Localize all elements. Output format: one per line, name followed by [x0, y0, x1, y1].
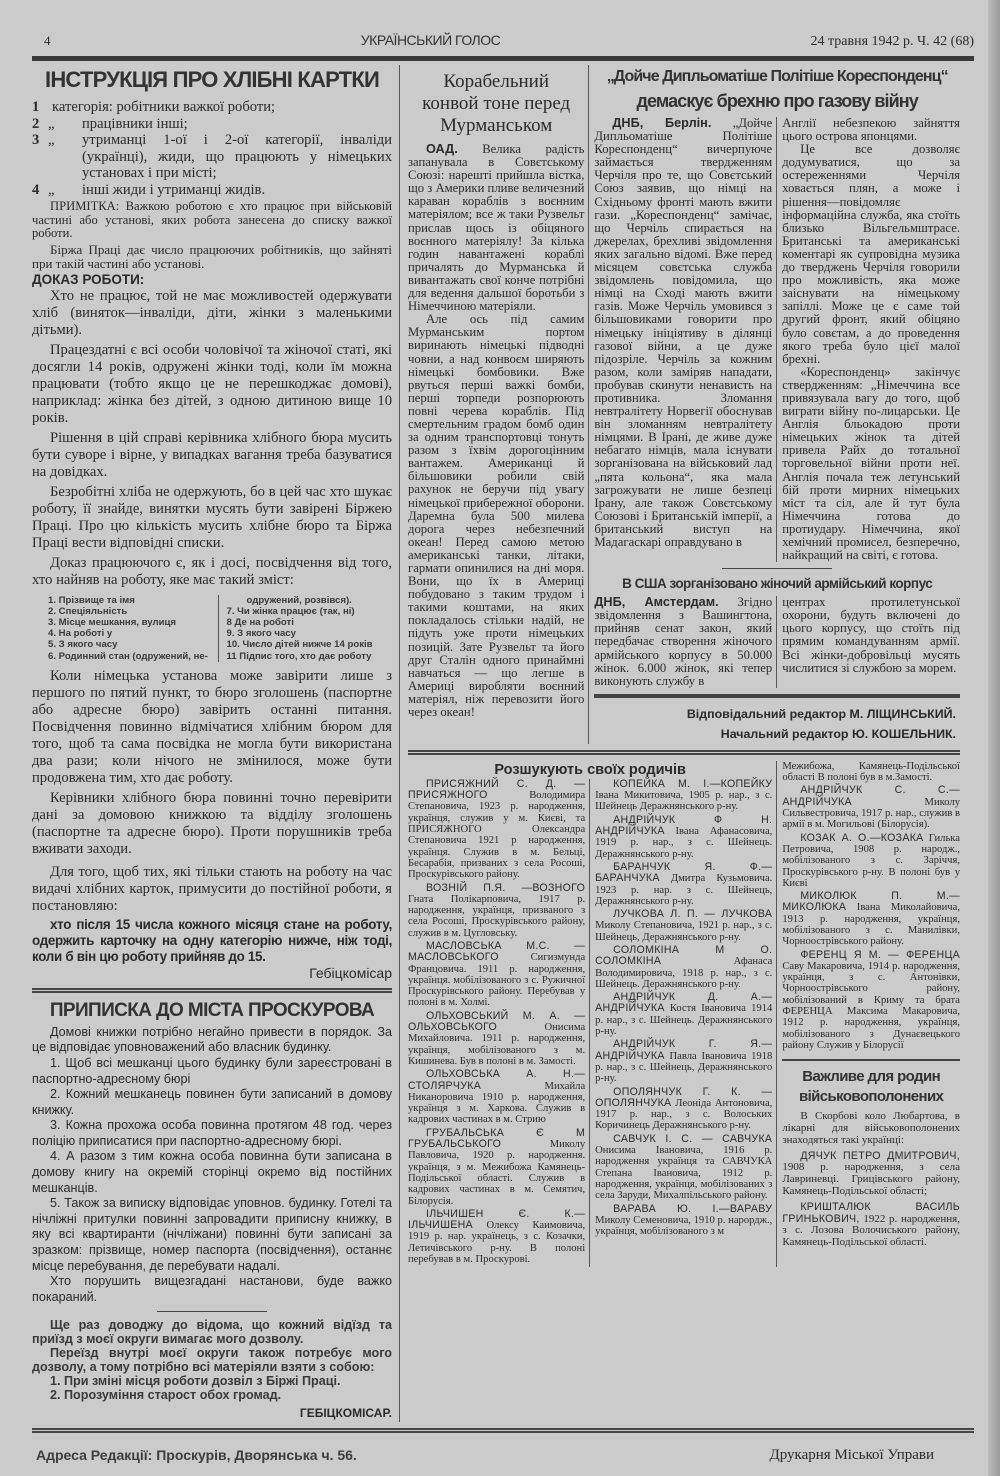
relative-details: Миколу Семеновича, 1910 р. нарордж., українця, мобілізованого з м: [595, 1214, 773, 1238]
pow-name: КРИШТАЛЮК ВАСИЛЬ ГРИНЬКОВИЧ,: [782, 1200, 960, 1225]
relative-name: МАСЛОВСЬКА М.С. —МАСЛОВСЬКОГО: [408, 940, 586, 964]
field-item: 11 Підпис того, хто дає роботу: [226, 650, 372, 662]
relatives-title: Розшукують своїх родичів: [494, 761, 686, 778]
relative-name: ОЛЬХОВСЬКА А. Н.—СТОЛЯРЧУКА: [408, 1068, 586, 1092]
category-text: інші жиди і утриманці жидів.: [82, 181, 266, 198]
short-rule: [722, 568, 832, 569]
relative-details: Онисима Михайловича. 1911 р. народження, українця, мобілізованого з м. Кишинева. Був в полоні в м. Замості.: [408, 1022, 586, 1067]
relative-name: АНДРІЙЧУК Г. Я.— АНДРІЙЧУКА: [595, 1038, 773, 1062]
paragraph: Хто порушить вищезгадані настанови, буде важко покараний.: [32, 1274, 392, 1304]
relative-entry: [408, 1128, 585, 1207]
pow-details: 1922 р. народження, з с. Лозова Волочиського району, Камянець-Подільської області.: [782, 1212, 960, 1249]
category-num: 3: [32, 132, 40, 148]
relative-details: Дмитра Кузьмовича. 1923 р. нар. з с. Шейнець, Деражнянського р-ну.: [595, 873, 773, 907]
paragraph: Працездатні є всі особи чоловічої та жіночої статі, які досягли 14 років, одружені жінки тоді, коли їм можна працювати (тобто якщо це не перешкоджає домові), наприклад: жінка без дітей, з одною дитиною вище 10 років.: [32, 341, 392, 426]
relative-entry-continued: Межибожа, Камянець-Подільської області В полоні був в м.Замості.: [782, 760, 960, 784]
relative-details: Гилька Петровича, 1908 р. народж., мобілізованого з с. Заріччя, Проскурівського р-ну. В полоні був у Києві: [782, 832, 960, 889]
relative-entry: [595, 1039, 772, 1084]
convoy-title-line: Мурманськом: [440, 115, 553, 136]
paragraph: Доказ працюючого є, як і досі, посвідчення від того, хто найняв на роботу, яке має такий зміст:: [32, 554, 392, 588]
field-item: 10. Число дітей нижче 14 років: [226, 639, 373, 651]
relative-entry: [408, 941, 585, 1009]
pow-body: [782, 1111, 960, 1249]
paragraph: Рішення в цій справі керівника хлібного бюра мусить бути суворе і вірне, у випадках вагання треба базуватися на довідках.: [32, 429, 392, 480]
paragraph: Це все дозволяє додумуватися, що за остереженнями Черчіля ховається плян, а може і рішення—повідомляє інформаційна служба, яка стоїть близько Вільгельмштрасе. Британські та американські коментарі як супровідна музика до тверджень Черчіля говорили про можливість, яка може заіснувати на німецькому запіллі. Може це є саме той другий фронт, який обіцяно було совєтам, а до проведення якого треба було цієї малої брехні.: [782, 142, 961, 366]
relative-name: ВОЗНІЙ П.Я. —ВОЗНОГО: [426, 881, 586, 894]
usa-title: В США зорганізовано жіночий армійський корпус: [622, 576, 933, 592]
relative-details: Михайла Никаноровича 1910 р. народження, українця з м. Харкова. Служив в кадрових частинах в м. Стрию: [408, 1080, 586, 1126]
relative-details: Сигизмунда Францовича. 1911 р. народження, українця. мобілізованого з с. Ружичної Проскурівського району. Перебував у полоні в м. Холмі.: [408, 952, 586, 1009]
usa-body: [594, 596, 960, 688]
relatives-col-1: [408, 779, 590, 1267]
relatives-col-2: [590, 779, 772, 1267]
printer: Друкарня Міської Управи: [769, 1447, 934, 1464]
gas-col-2: [777, 117, 960, 562]
convoy-title-line: Корабельний: [443, 71, 550, 92]
bread-signature: Гебіцкомісар: [309, 964, 392, 981]
pow-details: 1908 р. народження, з села Лавриневці. Грицівського району, Камянець-Подільської області;: [782, 1161, 960, 1198]
relative-details: Івана Микитовича, 1905 р. нар., з с. Шейнець Деражнянського р-ну.: [595, 790, 773, 813]
category-row: [32, 182, 392, 199]
gas-title-line: демаскує брехню про газову війну: [636, 91, 918, 111]
chief-editor: Начальний редактор Ю. КОШЕЛЬНИК.: [720, 726, 956, 741]
registration-body: [32, 1025, 392, 1306]
relative-details: Леоніда Антоновича, 1917 р. нар., з с. Волоських Коричинець Деражнянського р-ну.: [595, 1097, 773, 1132]
certificate-fields-right: [219, 595, 393, 662]
registration-item: 1. Щоб всі мешканці цього будинку були зареєстровані в паспортно-адресному бюрі: [32, 1055, 392, 1086]
relative-name: СОЛОМКІНА М О. СОЛОМКІНА: [595, 944, 773, 968]
relative-entry: [408, 779, 585, 881]
category-row: [32, 132, 392, 182]
relatives-section: [408, 761, 777, 1267]
section-rule: [782, 1059, 960, 1061]
relative-entry: [595, 945, 772, 990]
paragraph: „Дойче Дипльоматіше Політіше Кореспонденц“ вичерпуюче займається твердженням Черчіля про те, що Совєтський Союз заявив, що німці на Східньому фронті мають вжити гази. „Кореспонденц“ замічає, що Черчіль спирається на джерелах, брехливі звідомлення яких загально відомі. Вже перед місяцем совєтська служба звідомлень повідомила, що німці на Сході мають вжити газів. Може Черчіль умовився з більшовиками говорити про німецьку ініціятиву в ділянці газової війни, а це дуже підозріле. Черчіль за кожним разом, коли заміряв нападати, пробував скинути ненависть на противника. Зломання невтралітету Норвегії обоснував він зломанням невтралітету німцями. В Ірані, де живе дуже небагато німців, мала існувати зорганізована на військовий лад „пята кольона“, яка мала загрожувати не лише безпеці Ірану, але також Совєтському Союзові і Британській імперії, а британський виступ на Мадагаскарі оправдувано в: [594, 116, 773, 549]
relative-name: ПРИСЯЖНИЙ С. Д. —ПРИСЯЖНОГО: [408, 777, 586, 802]
registration-item: 2. Кожний мешканець повинен бути записаний в домову книжку.: [32, 1087, 392, 1117]
usa-col-2: [777, 596, 960, 688]
right-top: [408, 65, 960, 744]
relative-entry: [595, 1134, 772, 1202]
bread-categories: [32, 99, 392, 198]
convoy-column: [408, 65, 589, 744]
category-num: 4: [32, 181, 40, 198]
travel-body: [32, 1318, 392, 1402]
category-text: категорія: робітники важкої роботи;: [52, 99, 276, 115]
relative-name: БАРАНЧУК Я. Ф.—БАРАНЧУКА: [595, 860, 773, 885]
pow-intro: В Скорбові коло Любартова, в лікарні для військовополонених знаходяться такі українці:: [782, 1110, 960, 1146]
relative-entry: [595, 1087, 772, 1132]
paragraph: центрах протилетунської охорони, будуть включені до цього корпусу, що стоїть під прямим командуванням армії. Всі жінки-добровільці мусять числитися зі службою за морем.: [782, 595, 961, 675]
gas-title: [594, 65, 960, 113]
convoy-title: [408, 71, 584, 137]
certificate-fields-left: [48, 595, 219, 662]
relative-entry: [408, 883, 585, 939]
relative-details: Костя Івановича 1914 р. нар., з с. Шейнець. Деражнянського р-ну.: [595, 1003, 773, 1038]
category-num: 2: [32, 115, 40, 132]
left-column: [32, 65, 400, 1422]
category-text: утриманці 1-ої і 2-ої категорії, інваліди (українці), жиди, що працюють у німецьких установах і при місті;: [82, 132, 392, 181]
category-row: [32, 99, 392, 116]
relative-name: КОПЕЙКА М. І.—КОПЕЙКУ: [613, 777, 773, 790]
relative-details: Онисима Івановича, 1916 р. народження українця та САВЧУКА Степана Івановича, 1912 р. народження, українця, мобілізованих з села Заруди, Михалпільського району.: [595, 1145, 773, 1202]
relative-entry: [782, 950, 960, 1052]
paragraph: Англії небезпекою зайняття цього острова японцями.: [782, 116, 961, 144]
paragraph: Але ось під самим Мурманським портом виринають німецькі підводні човни, а над конвоєм ширяють німецькі бомбовики. Вже рвуться перші важкі бомби, перші торпеди розпорюють повні черева кораблів. Під смертельним градом бомб один за одним транспортовці тонуть разом з їхвім дорогоцінним вантажем. Американці й більшовики робили свій рахунок не беручи під увагу німецької прибережної оборони. Даремна була 500 милева дорога через небезпечний океан! Перед самою метою американські танки, літаки, гармати опинилися на дні моря. Вони, що їх в Америці побудовано з таким трудом і такими коштами, на яких покладалось стільки надій, не підуть уже проти німецьких позицій. Зате Рузвельт та його друг Сталін одного принаймні навчаться — що легше в Америці виробляти воєнний матеріял, ніж перевозити його через океан!: [408, 312, 585, 720]
responsible-editor: Відповідальний редактор М. ЛІЩИНСЬКИЙ.: [686, 706, 956, 721]
certificate-fields: [32, 595, 392, 662]
relative-name: АНДРІЙЧУК С. С.— АНДРІЙЧУКА: [782, 784, 960, 808]
category-num: 1: [32, 99, 40, 115]
relatives-body: [408, 779, 772, 1267]
relative-name: ЛУЧКОВА Л. П. — ЛУЧКОВА: [613, 908, 773, 921]
field-item: 2. Спеціяльність: [48, 605, 128, 617]
relative-name: АНДРІЙЧУК Д. А.— АНДРІЙЧУКА: [595, 991, 773, 1015]
convoy-body: [408, 143, 584, 719]
field-item: одружений, розвівся).: [246, 594, 352, 606]
registration-item: 5. Також за виписку відповідає уповнов. будинку. Готелі та нічліжні притулки повинні запровадити приписну книжку, в яку всі квартиранти (нічліжани) повинні бути записані за зразком: прізвище, номер паспорта (посвідчення), останнє місце перебування, де перебувати надалі.: [32, 1196, 392, 1273]
pow-entry: [782, 1151, 960, 1198]
newspaper-title: УКРАЇНСЬКИЙ ГОЛОС: [360, 32, 501, 48]
gas-title-line: „Дойче Дипльоматіше Політіше Кореспонденц“: [606, 68, 948, 85]
relative-name: МИКОЛЮК П. М.—МИКОЛЮКА: [782, 890, 960, 914]
relative-details: Володимира Степановича, 1923 р. народження, українця, служив у м. Києві, та ПРИСЯЖНОГО Олександра Степановича 1921 р народження, українця. Служив в м. Бельці, Бесарабія, призваних з села Росоші, Проскурівського району.: [408, 790, 586, 881]
relative-name: ІЛЬЧИШЕН Є. К.—ІЛЬЧИШЕНА: [408, 1207, 586, 1232]
main-area: [32, 65, 974, 1422]
relatives-col-3: [777, 761, 960, 1267]
issue-date: 24 травня 1942 р. Ч. 42 (68): [810, 34, 974, 49]
field-item: 5. З якого часу: [48, 639, 118, 651]
travel-item: 2. Порозуміння старост обох громад.: [50, 1388, 282, 1403]
category-mark: „: [48, 132, 55, 148]
relative-name: ОЛЬХОВСЬКИЙ М. А. —ОЛЬХОВСЬКОГО: [408, 1009, 586, 1034]
category-text: працівники інші;: [82, 115, 188, 132]
editors: [594, 704, 960, 744]
category-mark: „: [48, 181, 55, 198]
field-item: 1. Прізвище та імя: [48, 594, 135, 606]
relative-details: Миколу Степановича, 1921 р. нар., з с. Шейнець, Деражнянського р-ну.: [595, 920, 773, 943]
relative-name: КОЗАК А. О.—КОЗАКА: [800, 831, 924, 844]
relative-entry: [782, 833, 960, 889]
relative-entry: [408, 1209, 585, 1265]
section-rule: [32, 988, 392, 993]
usa-col-1: [594, 596, 777, 688]
decree-text: хто після 15 числа кожного місяця стане на роботу, одержить карточку на одну категорію нижче, ніж тоді, коли б він цю роботу прийняв до 15.: [32, 916, 392, 964]
relative-entry: [595, 815, 772, 860]
relative-details: Саву Макаровича, 1914 р. народження, українця, з с. Антонівки, Чорноострівського району, мобілізований в Криму та брата ФЕРЕНЦА Максима Макаровича, 1912 р. народження, українця, мобілізованого з Дунаєвецького району Служив у Білорусії: [782, 960, 960, 1051]
relative-details: Павла Івановича 1918 р. нар., з с. Шейнець, Деражнянського р-ну.: [595, 1050, 773, 1085]
paragraph: Керівники хлібного бюра повинні точно перевірити дані за домовою книжкою та відділу зголошень (паспортне та адресне бюро). Проти порушників треба вживати заходи.: [32, 789, 392, 857]
header-rule: [32, 56, 974, 61]
footer-rule: [32, 1428, 974, 1433]
relative-entry: [595, 862, 772, 907]
category-row: [32, 116, 392, 133]
paragraph: Домові книжки потрібно негайно привести в порядок. За це відповідає уповноважений або власник будинку.: [32, 1024, 392, 1055]
paragraph: «Кореспонденц» закінчує ствердженням: „Німеччина все привязувала вагу до того, щоб виграти війну по-лицарськи. Це Англія бльокадою проти німецьких жінок та дітей привела Райх до тотальної торговельної війни проти неї. Англія почала теж летунський бій проти мирних німецьких міст та сіл, але й тут була Німеччина готова до протиудару. Німеччина, якої хемічний промисел, безперечно, найкращий на світі, є готова.: [782, 364, 961, 563]
paragraph: Згідно звідомлення з Вашингтона, прийняв сенат закон, який передбачає створення жіночого армійського корпусу в 50.000 жінок. 6.000 жінок, які тепер виконують службу в: [594, 595, 773, 688]
relative-name: ФЕРЕНЦ Я М. — ФЕРЕНЦА: [800, 948, 960, 961]
paragraph: Хто не працює, той не має можливостей одержувати хліб (виняток—інваліди, діти, жінки з маленькими дітьми).: [32, 287, 392, 338]
masthead: [32, 32, 974, 54]
relative-entry: [782, 785, 960, 830]
relative-name: САВЧУК І. С. — САВЧУКА: [613, 1132, 773, 1145]
relative-entry: [595, 992, 772, 1037]
short-rule: [157, 1311, 267, 1312]
pow-name: ДЯЧУК ПЕТРО ДМИТРОВИЧ,: [800, 1149, 960, 1162]
section-rule: [594, 694, 960, 698]
relative-details: Івана Афанасовича, 1919 р. нар., з с. Шейнець. Деражнянського р-ну.: [595, 826, 773, 860]
gas-col-1: [594, 117, 777, 562]
pow-title: [782, 1067, 960, 1107]
gas-source: ДНБ, Берлін.: [612, 116, 712, 130]
registration-signature: ГЕБІЦКОМІСАР.: [299, 1406, 392, 1421]
pow-title-line: Важливе для родин: [802, 1068, 941, 1086]
paragraph: Для того, щоб тих, які тільки стають на роботу на час видачі хлібних карток, примусити до постійної роботи, я постановляю:: [32, 863, 392, 914]
section-rule: [408, 750, 960, 755]
relative-details: Миколу Павловича, 1920 р. народження. українця, з м. Межибожа Камянець-Подільської області. Служив в кадрових частинах в м. Семятич, Білорусія.: [408, 1139, 586, 1207]
relative-entry: [408, 1011, 585, 1067]
relative-entry: [595, 1204, 772, 1238]
relative-entry: [408, 1069, 585, 1125]
field-item: 7. Чи жінка працює (так, ні): [226, 605, 355, 617]
field-item: 8 Де на роботі: [226, 616, 294, 628]
field-item: 9. З якого часу: [226, 628, 296, 640]
proof-heading: ДОКАЗ РОБОТИ:: [32, 271, 145, 287]
paragraph: Ще раз доводжу до відома, що кожний відїзд та приїзд з моєї округи вимагає мого дозволу.: [32, 1318, 392, 1347]
relative-details: Олексу Каимовича, 1919 р. нар. українець, з с. Козачки, Летичівського р-ну. В полоні перебував в м. Проскурові.: [408, 1220, 586, 1266]
relative-name: ГРУБАЛЬСЬКА Є М ГРУБАЛЬСЬКОГО: [408, 1126, 586, 1151]
footer: [32, 1439, 974, 1464]
registration-item: 4. А разом з тим кожна особа повинна бути записана в домову книгу на окремій сторінці окремо від постійних мешканців.: [32, 1149, 392, 1195]
bread-note: ПРИМІТКА: Важкою роботою є хто працює при військовій частині або установі, яких робота занесена до списку важкої роботи.: [32, 199, 392, 240]
relative-name: АНДРІЙЧУК Ф Н. АНДРІЙЧУКА: [595, 813, 773, 838]
right-area: [400, 65, 960, 1422]
registration-item: 3. Кожна прохожа особа повинна протягом 48 год. через поліцію приписатися при паспортно-адресному бюрі.: [32, 1118, 392, 1148]
paragraph: Безробітні хліба не одержують, бо в цей час хто шукає роботу, її знайде, винятки мусять бути завірені Біржею Праці. Про цю кількість мусить хлібне бюро та Біржа Праці вести відповідні списки.: [32, 483, 392, 551]
page-number: 4: [44, 33, 51, 48]
paragraph: Велика радість запанувала в Совєтському Союзі: нарешті прийшла вістка, що з Америки пливе величезний караван кораблів з воєнним матеріялом; все ж таки Рузвельт прислав щось із обіцяного воєнного матеріялу! За кілька годин навантажені кораблі причалять до Мурманська й вивантажать свої конче потрібні для ведення дальшої боротьби з Німеччиною матеріяли.: [408, 142, 585, 314]
labour-exchange-text: Біржа Праці дає число працюючих робітників, що зайняті при такій частині або установі.: [32, 241, 392, 271]
travel-item: 1. При зміні місця роботи дозвіл з Біржі Праці.: [50, 1374, 341, 1389]
convoy-title-line: конвой тоне перед: [422, 93, 571, 114]
relative-details: Миколу Сильвестровича, 1917 р. нар., служив в армії в м. Могильові (Білорусія).: [782, 796, 960, 831]
field-item: 4. На роботі у: [48, 628, 113, 640]
relative-name: ОПОЛЯНЧУК Г. К. — ОПОЛЯНЧУКА: [595, 1085, 773, 1109]
relative-details: Івана Миколайовича, 1913 р. народження, українця, мобілізованого з с. Манилівки, Чорноострівського району.: [782, 902, 960, 948]
relative-entry: [595, 779, 772, 813]
registration-title: ПРИПИСКА ДО МІСТА ПРОСКУРОВА: [49, 999, 375, 1021]
category-mark: „: [48, 115, 55, 132]
pow-entry: [782, 1202, 960, 1249]
convoy-source: ОАД.: [426, 142, 458, 156]
field-item: 3. Місце мешкання, вулиця: [48, 616, 176, 628]
paragraph: Переїзд внутрі моєї округи також потребує мого дозволу, а тому потрібно всі матеріяли взяти з собою:: [32, 1346, 392, 1375]
editorial-address: Адреса Редакції: Проскурів, Дворянська ч. 56.: [36, 1447, 357, 1464]
relative-name: ВАРАВА Ю. І.—ВАРАВУ: [613, 1202, 773, 1215]
usa-source: ДНБ, Амстердам.: [594, 595, 719, 610]
relative-entry: [782, 891, 960, 947]
pow-title-line: військовополонених: [798, 1088, 944, 1106]
relative-entry: [595, 909, 772, 943]
gas-section: [589, 65, 960, 744]
right-bottom: [408, 761, 960, 1267]
field-item: 6. Родинний стан (одружений, не-: [48, 650, 208, 662]
paragraph: Коли німецька установа може завірити лише з першого по пятий пункт, то бюро зголошень (паспортне або адресне бюро) завірить останні питання. Посвідчення повинно відмічатися хлібним бюром для того, щоб та сама посвідка не могла бути використана два рази; коли нічого не змінилося, може бути продовжена тим, хто дає роботу.: [32, 667, 392, 786]
bread-title: ІНСТРУКЦІЯ ПРО ХЛІБНІ КАРТКИ: [45, 67, 379, 92]
relative-details: Гната Полікарповича, 1917 р. народження, українця, призваного з села Росоші, Проскурівського району, служив в м. Цугловську.: [408, 893, 586, 939]
relative-details: Афанаса Володимировича, 1918 р. нар., з с. Шейнець. Деражнянського р-ну.: [595, 956, 773, 990]
gas-body: [594, 117, 960, 562]
